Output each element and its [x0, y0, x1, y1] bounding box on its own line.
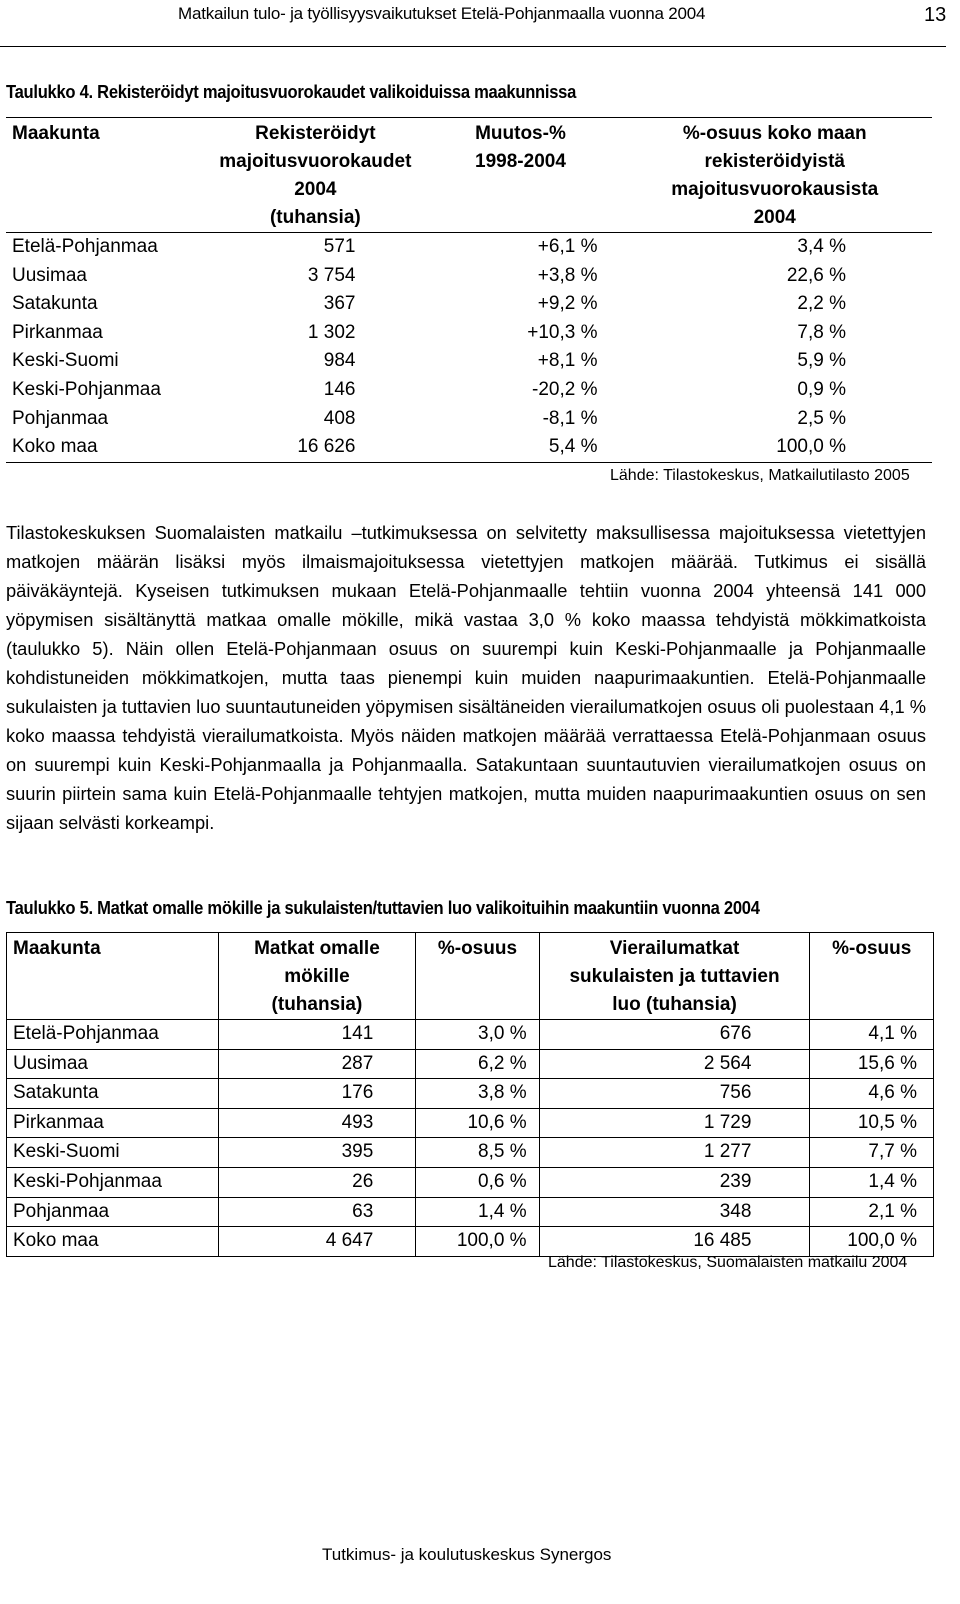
body-paragraph: Tilastokeskuksen Suomalaisten matkailu –tutkimuksessa on selvitetty maksullisessa majoituksessa vietettyjen matkojen määrän lisäksi myös ilmaismajoituksessa vietettyjen matkojen määrää. Tutkimus ei sisällä päiväkäyntejä. Kyseisen tutkimuksen mukaan Etelä-Pohjanmaalle tehtiin vuonna 2004 yhteensä 141 000 yöpymisen sisältänyttä matkaa omalle mökille, mikä vastaa 3,0 % koko maassa tehdyistä mökkimatkoista (taulukko 5). Näin ollen Etelä-Pohjanmaan osuus on suurempi kuin Keski-Pohjanmaalle ja Pohjanmaalle kohdistuneiden mökkimatkojen, mutta taas pienempi kuin muiden naapurimaakuntien. Etelä-Pohjanmaalle sukulaisten ja tuttavien luo suuntautuneiden yöpymisen sisältäneiden vierailumatkojen osuus oli puolestaan 4,1 % koko maassa tehdyistä vierailumatkoista. Myös näiden matkojen määrää verrattaessa Etelä-Pohjanmaan osuus on suurempi kuin Keski-Pohjanmaalla ja Pohjanmaalla. Satakuntaan suuntautuvien vierailumatkojen osuus on suurin piirtein sama kuin Etelä-Pohjanmaalle tehtyjen matkojen, mutta muiden naapurimaakuntien osuus on sen sijaan selvästi korkeampi.: [6, 522, 926, 833]
value-cell: 1 729: [539, 1108, 810, 1138]
region-name-cell: Koko maa: [7, 1227, 219, 1257]
region-name-cell: Etelä-Pohjanmaa: [7, 1020, 219, 1050]
value-cell: 7,7 %: [810, 1138, 934, 1168]
value-cell: 1 302: [307, 321, 356, 343]
header-line: mökille: [284, 966, 350, 987]
value-cell: 367: [323, 293, 356, 315]
table5: [6, 932, 934, 1257]
value-cell: 10,6 %: [416, 1108, 539, 1138]
value-cell: 0,9 %: [797, 378, 846, 400]
value-cell: 5,4 %: [548, 436, 598, 458]
table5-header-cell: [539, 933, 810, 1020]
value-cell: 2,2 %: [797, 293, 846, 315]
region-name-cell: Satakunta: [12, 293, 98, 315]
value-cell: 3,8 %: [416, 1079, 539, 1109]
value-cell: 100,0 %: [416, 1227, 539, 1257]
value-cell: 100,0 %: [776, 436, 846, 458]
value-cell: 15,6 %: [810, 1049, 934, 1079]
header-line: (tuhansia): [269, 207, 361, 228]
region-name-cell: Pirkanmaa: [7, 1108, 219, 1138]
value-cell: 1,4 %: [416, 1197, 539, 1227]
value-cell: 10,5 %: [810, 1108, 934, 1138]
header-line: Maakunta: [12, 123, 100, 144]
page-header: [0, 0, 946, 47]
table4-body: [6, 233, 932, 463]
header-line: %-osuus: [832, 938, 912, 959]
header-line: majoitusvuorokausista: [671, 179, 879, 200]
header-line: Muutos-%: [475, 123, 566, 144]
table5-caption-prefix: Taulukko 5.: [6, 898, 93, 918]
value-cell: 100,0 %: [810, 1227, 934, 1257]
value-cell: +10,3 %: [527, 321, 598, 343]
value-cell: 16 626: [297, 436, 356, 458]
value-cell: 1,4 %: [810, 1167, 934, 1197]
header-line: Maakunta: [13, 938, 101, 959]
region-name-cell: Pohjanmaa: [12, 407, 109, 429]
header-line: Matkat omalle: [254, 938, 380, 959]
value-cell: 408: [323, 407, 356, 429]
table5-header-row: [7, 933, 934, 1020]
table4-header-cell: [207, 118, 423, 233]
table5-row: [7, 1049, 934, 1079]
value-cell: +3,8 %: [537, 264, 598, 286]
value-cell: 395: [218, 1138, 416, 1168]
table5-row: [7, 1020, 934, 1050]
table4-header-cell: [423, 118, 617, 233]
value-cell: 1 277: [539, 1138, 810, 1168]
value-cell: 141: [218, 1020, 416, 1050]
table5-row: [7, 1138, 934, 1168]
value-cell: 3,4 %: [797, 236, 846, 257]
table4-row: [6, 405, 932, 434]
table5-header-cell: [416, 933, 539, 1020]
value-cell: +9,2 %: [537, 293, 598, 315]
header-line: luo (tuhansia): [612, 994, 737, 1015]
running-header-title: Matkailun tulo- ja työllisyysvaikutukset Etelä-Pohjanmaalla vuonna 2004: [178, 4, 706, 23]
table4-source: Lähde: Tilastokeskus, Matkailutilasto 2005: [610, 467, 910, 484]
value-cell: 6,2 %: [416, 1049, 539, 1079]
region-name-cell: Pohjanmaa: [7, 1197, 219, 1227]
value-cell: 22,6 %: [786, 264, 846, 286]
table4-row: [6, 376, 932, 405]
table5-source: Lähde: Tilastokeskus, Suomalaisten matkailu 2004: [548, 1254, 908, 1271]
table4-row: [6, 433, 932, 462]
table4-header-row: [6, 118, 932, 233]
region-name-cell: Pirkanmaa: [12, 321, 103, 343]
value-cell: 26: [218, 1167, 416, 1197]
value-cell: 0,6 %: [416, 1167, 539, 1197]
region-name-cell: Uusimaa: [7, 1049, 219, 1079]
value-cell: 676: [539, 1020, 810, 1050]
table4-row: [6, 319, 932, 348]
header-line: 2004: [294, 179, 337, 200]
header-line: rekisteröidyistä: [704, 151, 845, 172]
table5-header-cell: [218, 933, 416, 1020]
region-name-cell: Keski-Pohjanmaa: [7, 1167, 219, 1197]
table4: [6, 117, 932, 463]
page-footer: Tutkimus- ja koulutuskeskus Synergos: [322, 1545, 612, 1564]
value-cell: 63: [218, 1197, 416, 1227]
header-line: sukulaisten ja tuttavien: [569, 966, 780, 987]
value-cell: 7,8 %: [797, 321, 846, 343]
header-line: Vierailumatkat: [609, 938, 740, 959]
table5-row: [7, 1227, 934, 1257]
table5-row: [7, 1167, 934, 1197]
value-cell: -8,1 %: [542, 407, 598, 429]
table5-row: [7, 1108, 934, 1138]
header-line: 2004: [753, 207, 796, 228]
value-cell: -20,2 %: [532, 378, 598, 400]
table4-row: [6, 347, 932, 376]
value-cell: 8,5 %: [416, 1138, 539, 1168]
value-cell: 3 754: [307, 264, 356, 286]
value-cell: 2 564: [539, 1049, 810, 1079]
table5-row: [7, 1079, 934, 1109]
table4-caption-text: Rekisteröidyt majoitusvuorokaudet valikoiduissa maakunnissa: [92, 82, 577, 102]
table4-header-cell: [617, 118, 932, 233]
table5-row: [7, 1197, 934, 1227]
region-name-cell: Uusimaa: [12, 264, 87, 286]
value-cell: 239: [539, 1167, 810, 1197]
value-cell: 146: [323, 378, 356, 400]
table5-caption-text: Matkat omalle mökille ja sukulaisten/tuttavien luo valikoituihin maakuntiin vuonna 2004: [92, 898, 760, 918]
table4-caption: [6, 82, 576, 103]
table5-body: [7, 1020, 934, 1257]
value-cell: 4,6 %: [810, 1079, 934, 1109]
value-cell: 571: [323, 236, 356, 257]
header-line: %-osuus: [437, 938, 518, 959]
value-cell: 2,5 %: [797, 407, 846, 429]
value-cell: 2,1 %: [810, 1197, 934, 1227]
table5-header-cell: [810, 933, 934, 1020]
page-number: 13: [924, 4, 947, 26]
table4-row: [6, 290, 932, 319]
value-cell: +6,1 %: [537, 236, 598, 257]
value-cell: 16 485: [539, 1227, 810, 1257]
value-cell: 4 647: [218, 1227, 416, 1257]
table5-header-cell: [7, 933, 219, 1020]
region-name-cell: Keski-Pohjanmaa: [12, 378, 161, 400]
region-name-cell: Koko maa: [12, 436, 98, 458]
header-line: majoitusvuorokaudet: [219, 151, 412, 172]
value-cell: 287: [218, 1049, 416, 1079]
table4-row: [6, 262, 932, 291]
header-line: (tuhansia): [271, 994, 363, 1015]
header-line: 1998-2004: [475, 151, 566, 172]
value-cell: 493: [218, 1108, 416, 1138]
region-name-cell: Keski-Suomi: [7, 1138, 219, 1168]
value-cell: 3,0 %: [416, 1020, 539, 1050]
region-name-cell: Etelä-Pohjanmaa: [12, 236, 158, 257]
table5-caption: [6, 898, 760, 919]
table4-caption-prefix: Taulukko 4.: [6, 82, 93, 102]
table4-header-cell: [6, 118, 207, 233]
value-cell: 756: [539, 1079, 810, 1109]
value-cell: +8,1 %: [537, 350, 598, 372]
value-cell: 984: [323, 350, 356, 372]
value-cell: 5,9 %: [797, 350, 846, 372]
region-name-cell: Keski-Suomi: [12, 350, 119, 372]
header-line: %-osuus koko maan: [682, 123, 867, 144]
region-name-cell: Satakunta: [7, 1079, 219, 1109]
value-cell: 176: [218, 1079, 416, 1109]
value-cell: 348: [539, 1197, 810, 1227]
value-cell: 4,1 %: [810, 1020, 934, 1050]
header-line: Rekisteröidyt: [255, 123, 376, 144]
table4-row: [6, 233, 932, 262]
